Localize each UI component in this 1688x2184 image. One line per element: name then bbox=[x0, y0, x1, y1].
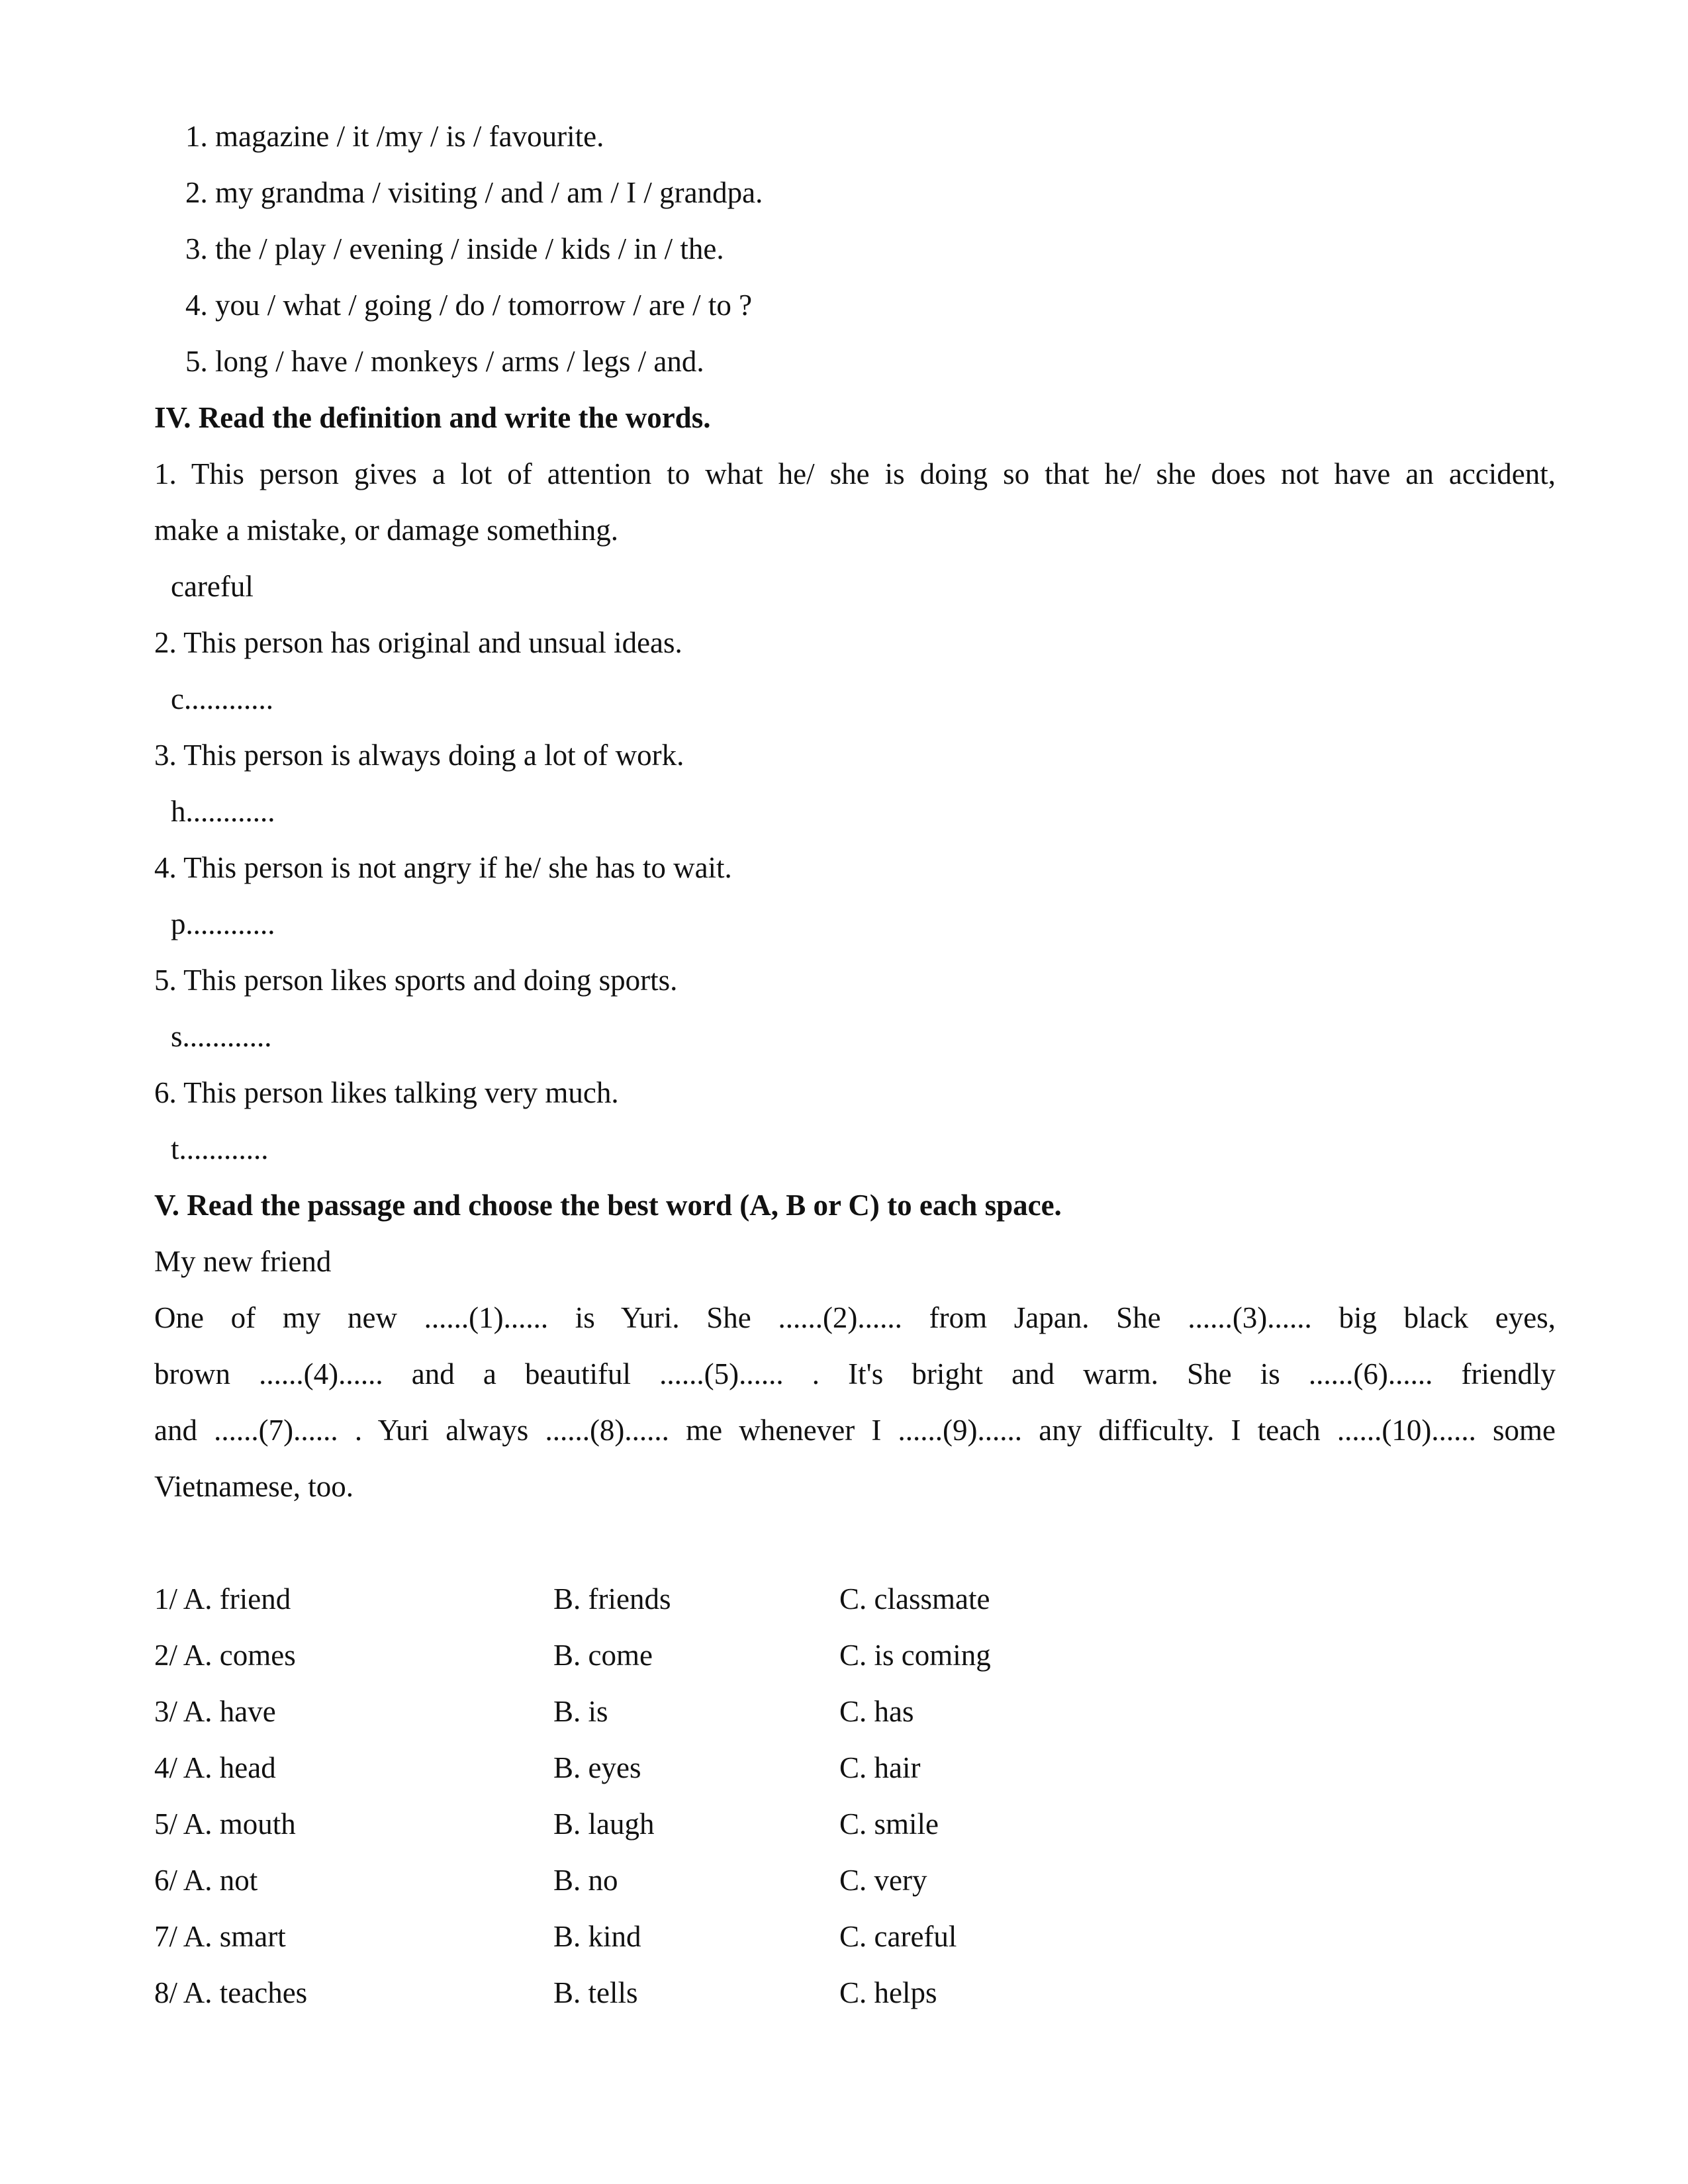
definition-1-line-1: 1. This person gives a lot of attention to what he/ she is doing so that he/ she does not have an accident, bbox=[154, 457, 1556, 490]
option-4-a: 4/ A. head bbox=[154, 1751, 276, 1784]
option-5-c: C. smile bbox=[839, 1807, 939, 1841]
option-8-a: 8/ A. teaches bbox=[154, 1976, 308, 2009]
option-3-b: B. is bbox=[553, 1695, 608, 1728]
reorder-item-3: 3. the / play / evening / inside / kids / in / the. bbox=[185, 232, 724, 265]
option-4-c: C. hair bbox=[839, 1751, 921, 1784]
option-3-a: 3/ A. have bbox=[154, 1695, 276, 1728]
definition-4: 4. This person is not angry if he/ she has to wait. bbox=[154, 851, 732, 884]
option-8-b: B. tells bbox=[553, 1976, 638, 2009]
section-4-heading: IV. Read the definition and write the words. bbox=[154, 401, 711, 434]
option-6-c: C. very bbox=[839, 1864, 927, 1897]
passage-line-2: brown ......(4)...... and a beautiful ......(5)...... . It's bright and warm. She is ......(6)...... friendly bbox=[154, 1357, 1556, 1390]
definition-1-line-2: make a mistake, or damage something. bbox=[154, 514, 619, 547]
definition-6: 6. This person likes talking very much. bbox=[154, 1076, 619, 1109]
definition-3: 3. This person is always doing a lot of work. bbox=[154, 739, 684, 772]
option-7-b: B. kind bbox=[553, 1920, 641, 1953]
answer-5: s............ bbox=[171, 1020, 272, 1053]
answer-2: c............ bbox=[171, 682, 273, 715]
option-6-b: B. no bbox=[553, 1864, 618, 1897]
passage-line-1: One of my new ......(1)...... is Yuri. She ......(2)...... from Japan. She ......(3)...... big black eyes, bbox=[154, 1301, 1556, 1334]
definition-2: 2. This person has original and unsual ideas. bbox=[154, 626, 682, 659]
answer-3: h............ bbox=[171, 795, 275, 828]
definition-5: 5. This person likes sports and doing sports. bbox=[154, 964, 678, 997]
option-4-b: B. eyes bbox=[553, 1751, 641, 1784]
option-5-a: 5/ A. mouth bbox=[154, 1807, 296, 1841]
option-2-c: C. is coming bbox=[839, 1639, 991, 1672]
answer-4: p............ bbox=[171, 907, 275, 940]
option-1-c: C. classmate bbox=[839, 1582, 990, 1615]
passage-line-4: Vietnamese, too. bbox=[154, 1470, 353, 1503]
option-7-c: C. careful bbox=[839, 1920, 957, 1953]
option-1-b: B. friends bbox=[553, 1582, 671, 1615]
option-3-c: C. has bbox=[839, 1695, 914, 1728]
reorder-item-2: 2. my grandma / visiting / and / am / I / grandpa. bbox=[185, 176, 763, 209]
passage-line-3: and ......(7)...... . Yuri always ......(8)...... me whenever I ......(9)...... any difficulty. I teach ......(10)...... some bbox=[154, 1414, 1556, 1447]
option-8-c: C. helps bbox=[839, 1976, 937, 2009]
option-1-a: 1/ A. friend bbox=[154, 1582, 291, 1615]
section-5-heading: V. Read the passage and choose the best word (A, B or C) to each space. bbox=[154, 1189, 1062, 1222]
answer-1: careful bbox=[171, 570, 254, 603]
option-2-b: B. come bbox=[553, 1639, 653, 1672]
reorder-item-5: 5. long / have / monkeys / arms / legs / and. bbox=[185, 345, 704, 378]
passage-title: My new friend bbox=[154, 1245, 332, 1278]
reorder-item-4: 4. you / what / going / do / tomorrow / are / to ? bbox=[185, 289, 753, 322]
reorder-item-1: 1. magazine / it /my / is / favourite. bbox=[185, 120, 604, 153]
option-5-b: B. laugh bbox=[553, 1807, 655, 1841]
option-7-a: 7/ A. smart bbox=[154, 1920, 286, 1953]
option-6-a: 6/ A. not bbox=[154, 1864, 258, 1897]
answer-6: t............ bbox=[171, 1132, 269, 1165]
option-2-a: 2/ A. comes bbox=[154, 1639, 296, 1672]
